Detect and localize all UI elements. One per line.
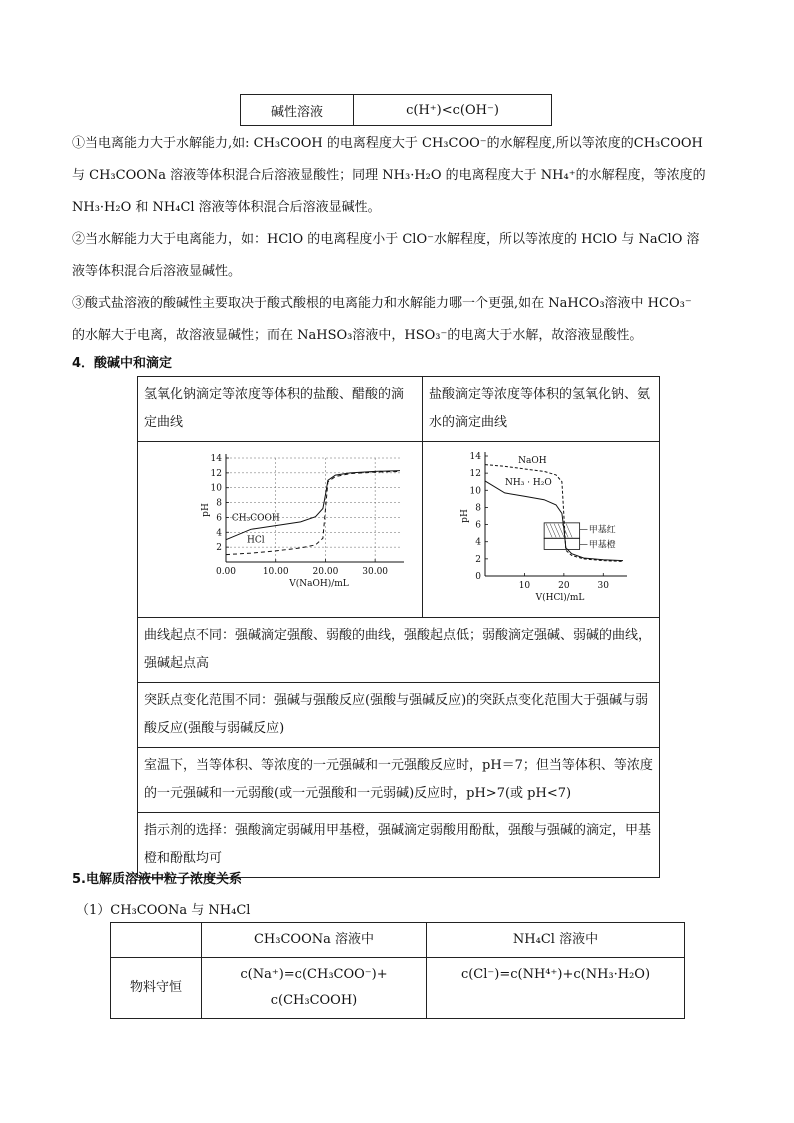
x-axis-label: V(NaOH)/mL: [289, 579, 349, 589]
y-tick-label: 10: [210, 483, 222, 494]
paragraph-3a: ③酸式盐溶液的酸碱性主要取决于酸式酸根的电离能力和水解能力哪一个更强,如在 NaHCO₃溶液中 HCO₃⁻: [72, 296, 692, 311]
x-tick-label: 20: [558, 581, 570, 591]
paragraph-1b: 与 CH₃COONa 溶液等体积混合后溶液显酸性；同理 NH₃·H₂O 的电离程度大于 NH₄⁺的水解程度，等浓度的: [72, 168, 706, 183]
methyl-orange-range: [544, 538, 579, 549]
y-axis-label: pH: [460, 509, 470, 523]
series-label-hcl: HCl: [247, 535, 265, 546]
indicator-label-methyl-orange: 甲基橙: [588, 540, 616, 551]
y-tick-label: 14: [210, 454, 222, 464]
y-axis-label: pH: [201, 503, 211, 517]
series-label-naoh: NaOH: [518, 455, 547, 466]
x-axis-label: V(HCl)/mL: [535, 593, 585, 603]
y-tick-label: 6: [475, 520, 481, 531]
x-tick-label: 20.00: [312, 567, 339, 577]
series-label-ch3cooh: CH₃COOH: [231, 513, 280, 524]
indicator-label-methyl-red: 甲基红: [588, 525, 616, 536]
section-4-heading: 4．酸碱中和滴定: [72, 356, 173, 371]
y-tick-label: 0: [475, 572, 481, 582]
conservation-table: [110, 922, 685, 1019]
paragraph-1c: NH₃·H₂O 和 NH₄Cl 溶液等体积混合后溶液显碱性。: [72, 200, 381, 215]
x-tick-label: 30.00: [362, 567, 389, 577]
y-tick-label: 2: [216, 543, 222, 554]
top-table-col1: 碱性溶液: [241, 95, 354, 126]
paragraph-2a: ②当水解能力大于电离能力，如：HClO 的电离程度小于 ClO⁻水解程度，所以等浓度的 HClO 与 NaClO 溶: [72, 232, 700, 247]
conservation-col2: NH₄Cl 溶液中: [427, 923, 685, 958]
titration-header-right: 盐酸滴定等浓度等体积的氢氧化钠、氨水的滴定曲线: [423, 377, 660, 442]
paragraph-2b: 液等体积混合后溶液显碱性。: [72, 264, 242, 279]
paragraph-1a: ①当电离能力大于水解能力,如: CH₃COOH 的电离程度大于 CH₃COO⁻的水解程度,所以等浓度的CH₃COOH: [72, 136, 703, 151]
methyl-red-range: [544, 523, 579, 538]
x-tick-label: 0.00: [215, 567, 237, 577]
y-tick-label: 2: [475, 554, 481, 565]
x-tick-label: 10: [518, 581, 531, 591]
y-tick-label: 6: [216, 513, 222, 524]
top-table-col2: c(H⁺)<c(OH⁻): [354, 95, 552, 126]
y-tick-label: 10: [469, 486, 481, 497]
titration-header-left: 氢氧化钠滴定等浓度等体积的盐酸、醋酸的滴定曲线: [138, 377, 423, 442]
series-label-nh3: NH₃ · H₂O: [504, 478, 552, 489]
paragraph-3b: 的水解大于电离，故溶液显碱性；而在 NaHSO₃溶液中，HSO₃⁻的电离大于水解，故溶液显酸性。: [72, 328, 643, 343]
titration-chart-hcl: [423, 442, 659, 606]
titration-table: [137, 376, 660, 878]
conservation-cell-1b: c(CH₃COOH): [270, 993, 358, 1008]
conservation-col1: CH₃COONa 溶液中: [202, 923, 427, 958]
chart-cell-right: [423, 442, 660, 618]
conservation-cell-1a: c(Na⁺)=c(CH₃COO⁻)+: [240, 967, 388, 982]
explanation-paragraphs: [72, 128, 724, 352]
titration-row-4: 指示剂的选择：强酸滴定弱碱用甲基橙，强碱滴定弱酸用酚酞，强酸与强碱的滴定，甲基橙和酚酞均可: [138, 813, 660, 878]
x-tick-label: 10.00: [262, 567, 289, 577]
y-tick-label: 8: [216, 498, 222, 509]
y-tick-label: 8: [475, 503, 481, 514]
y-tick-label: 12: [210, 468, 222, 479]
conservation-corner: [111, 923, 202, 958]
y-tick-label: 4: [475, 537, 481, 548]
x-tick-label: 30: [597, 581, 610, 591]
conservation-row-label: 物料守恒: [111, 958, 202, 1019]
series-line-1: [226, 471, 400, 540]
titration-row-2: 突跃点变化范围不同：强碱与强酸反应(强酸与强碱反应)的突跃点变化范围大于强碱与弱酸反应(强酸与弱碱反应): [138, 683, 660, 748]
top-table: [240, 94, 552, 126]
y-tick-label: 4: [216, 528, 222, 539]
conservation-cell-2: c(Cl⁻)=c(NH⁴⁺)+c(NH₃·H₂O): [427, 958, 685, 1019]
titration-row-1: 曲线起点不同：强碱滴定强酸、弱酸的曲线，强酸起点低；弱酸滴定强碱、弱碱的曲线，强碱起点高: [138, 618, 660, 683]
y-tick-label: 14: [469, 452, 481, 462]
chart-cell-left: [138, 442, 423, 618]
titration-chart-naoh: [138, 442, 422, 606]
conservation-cell-1: [202, 958, 427, 1019]
section-5-subheading: （1）CH₃COONa 与 NH₄Cl: [76, 903, 251, 918]
y-tick-label: 12: [469, 469, 481, 480]
titration-row-3: 室温下，当等体积、等浓度的一元强碱和一元强酸反应时，pH＝7；但当等体积、等浓度的一元强碱和一元弱酸(或一元强酸和一元弱碱)反应时，pH>7(或 pH<7): [138, 748, 660, 813]
section-5-heading: 5.电解质溶液中粒子浓度关系: [72, 872, 242, 887]
